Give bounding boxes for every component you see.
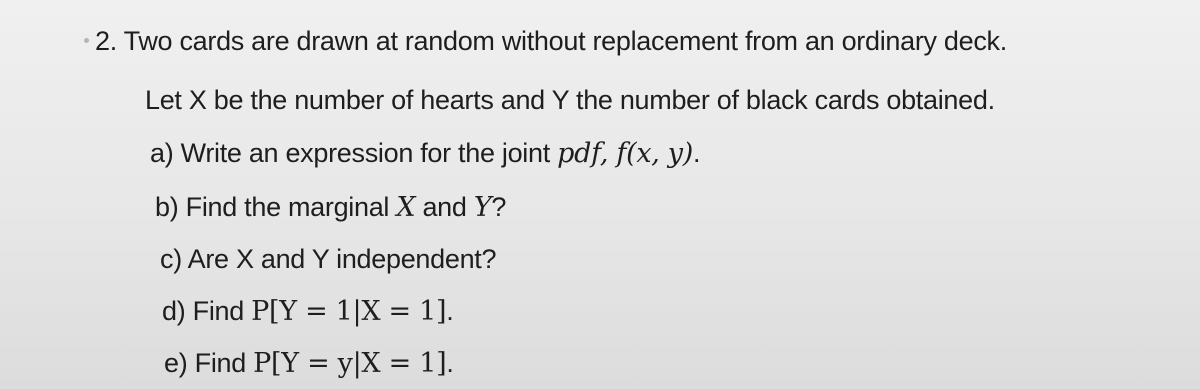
part-b-math-x: X: [396, 192, 416, 223]
part-a-text: Write an expression for the joint: [180, 138, 558, 168]
part-b-tail: ?: [491, 192, 507, 222]
part-e-text: Find: [194, 348, 254, 378]
part-c: [160, 244, 496, 275]
problem-number: 2.: [95, 26, 117, 56]
problem-header: [95, 26, 1007, 57]
part-b-math-y: Y: [473, 192, 492, 223]
part-a-math: pdf, f(x, y): [557, 138, 693, 169]
part-e-tail: .: [446, 348, 454, 378]
part-b-label: b): [155, 192, 179, 222]
part-d: [162, 296, 453, 327]
part-b-text: Find the marginal: [185, 192, 397, 222]
part-d-text: Find: [192, 296, 252, 326]
part-d-tail: .: [446, 296, 454, 326]
part-d-math: P[Y = 1|X = 1]: [251, 296, 447, 327]
part-e-math: P[Y = y|X = 1]: [253, 348, 447, 379]
scan-speck: [84, 38, 89, 43]
problem-definition: Let X be the number of hearts and Y the number of black cards obtained.: [145, 85, 995, 115]
part-c-text: Are X and Y independent?: [187, 244, 497, 274]
part-d-label: d): [162, 296, 186, 326]
part-c-label: c): [160, 244, 182, 274]
part-a-tail: .: [693, 138, 701, 168]
part-b-and: and: [415, 192, 474, 222]
part-b: [155, 192, 506, 223]
part-a-label: a): [150, 138, 174, 168]
part-e: [164, 348, 454, 379]
part-e-label: e): [164, 348, 188, 378]
problem-statement: Two cards are drawn at random without replacement from an ordinary deck.: [123, 26, 1007, 56]
part-a: [150, 138, 700, 169]
